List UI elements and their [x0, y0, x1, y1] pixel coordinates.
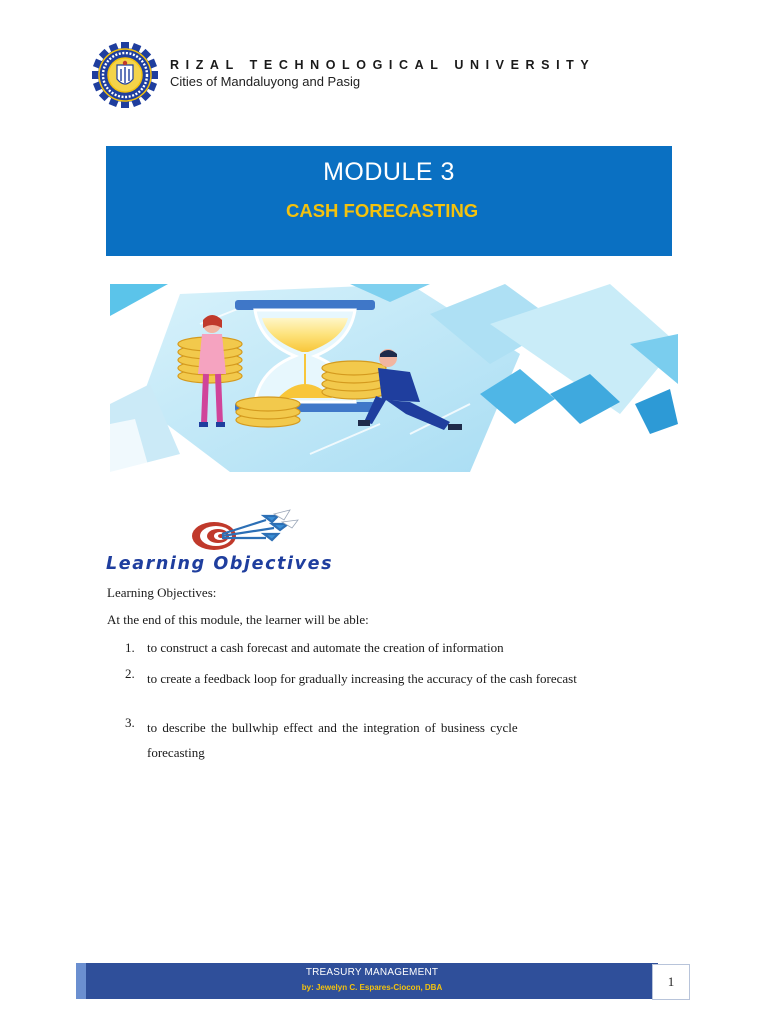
footer-course-title: TREASURY MANAGEMENT: [305, 967, 439, 978]
objective-number: 2.: [125, 666, 135, 681]
footer-bar: [86, 963, 658, 999]
module-banner: [106, 146, 672, 256]
objective-item: to construct a cash forecast and automate the creation of information: [147, 640, 504, 655]
footer-author: by: Jewelyn C. Espares-Ciocon, DBA: [301, 983, 443, 992]
target-icon: [192, 522, 236, 550]
objective-number: 1.: [125, 640, 135, 655]
learning-objectives-intro: At the end of this module, the learner will be able:: [107, 612, 369, 627]
university-name: RIZAL TECHNOLOGICAL UNIVERSITY: [170, 58, 596, 72]
objective-number: 3.: [125, 715, 135, 730]
module-subtitle: CASH FORECASTING: [286, 200, 479, 221]
learning-objectives-graphic: [106, 506, 396, 578]
page-number: 1: [652, 964, 690, 1000]
university-seal-logo: [92, 42, 158, 108]
objective-item: to create a feedback loop for gradually increasing the accuracy of the cash forecast: [147, 671, 577, 686]
objective-item: to describe the bullwhip effect and the integration of business cycle forecasting: [147, 720, 518, 760]
university-location: Cities of Mandaluyong and Pasig: [170, 74, 361, 89]
footer-accent-strip: [76, 963, 86, 999]
module-title: MODULE 3: [323, 158, 455, 186]
cash-forecast-illustration: [110, 284, 678, 472]
page-footer: [76, 963, 690, 999]
learning-objectives-graphic-label: Learning Objectives: [106, 554, 334, 574]
learning-objectives-heading: Learning Objectives:: [107, 585, 217, 600]
